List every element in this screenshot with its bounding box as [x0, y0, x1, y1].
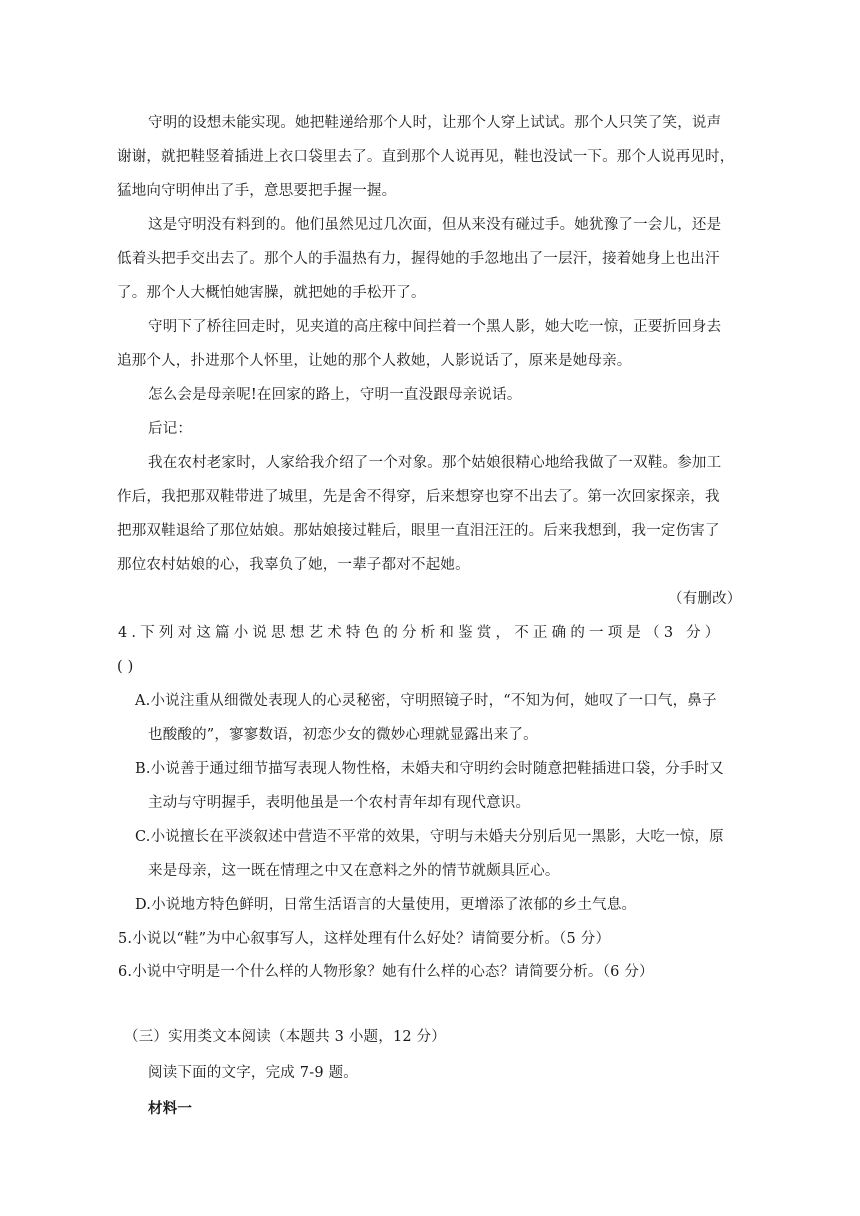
question-4-option-a-line-1: A.小说注重从细微处表现人的心灵秘密，守明照镜子时，“不知为何，她叹了一口气，鼻子	[135, 693, 717, 709]
story-paragraph-1-line-1: 守明的设想未能实现。她把鞋递给那个人时，让那个人穿上试试。那个人只笑了笑，说声	[148, 115, 722, 131]
question-5: 5.小说以“鞋”为中心叙事写人，这样处理有什么好处？请简要分析。（5 分）	[118, 931, 611, 947]
question-4-answer-bracket: ( )	[117, 659, 134, 675]
question-6: 6.小说中守明是一个什么样的人物形象？她有什么样的心态？请简要分析。（6 分）	[118, 964, 654, 980]
story-paragraph-2-line-3: 了。那个人大概怕她害臊，就把她的手松开了。	[117, 285, 426, 301]
story-paragraph-3-line-1: 守明下了桥往回走时，见夹道的高庄稼中间拦着一个黑人影，她大吃一惊，正要折回身去	[148, 319, 722, 335]
story-paragraph-1-line-2: 谢谢，就把鞋竖着插进上衣口袋里去了。直到那个人说再见，鞋也没试一下。那个人说再见时，	[117, 149, 735, 165]
question-4-option-d: D.小说地方特色鲜明，日常生活语言的大量使用，更增添了浓郁的乡土气息。	[135, 897, 637, 913]
section-3-instruction: 阅读下面的文字，完成 7-9 题。	[148, 1065, 358, 1081]
question-4-option-b-line-1: B.小说善于通过细节描写表现人物性格，未婚夫和守明约会时随意把鞋插进口袋，分手时又	[135, 761, 724, 777]
section-3-heading: （三）实用类文本阅读（本题共 3 小题，12 分）	[124, 1029, 447, 1045]
question-4-option-c-line-2: 来是母亲，这一既在情理之中又在意料之外的情节就颇具匠心。	[148, 863, 560, 879]
question-4-option-c-line-1: C.小说擅长在平淡叙述中营造不平常的效果，守明与未婚夫分别后见一黑影，大吃一惊，原	[135, 829, 724, 845]
story-paragraph-3-line-2: 追那个人，扑进那个人怀里，让她的那个人救她，人影说话了，原来是她母亲。	[117, 353, 632, 369]
question-4-option-a-line-2: 也酸酸的”，寥寥数语，初恋少女的微妙心理就显露出来了。	[148, 727, 538, 743]
afterword-label: 后记：	[148, 421, 193, 437]
story-paragraph-2-line-2: 低着头把手交出去了。那个人的手温热有力，握得她的手忽地出了一层汗，接着她身上也出汗	[117, 251, 720, 267]
question-4-option-b-line-2: 主动与守明握手，表明他虽是一个农村青年却有现代意识。	[148, 795, 531, 811]
material-one-label: 材料一	[148, 1100, 193, 1117]
source-note: （有删改）	[668, 591, 742, 607]
story-paragraph-4: 怎么会是母亲呢!在回家的路上，守明一直没跟母亲说话。	[148, 387, 522, 403]
question-4-stem: 4.下列对这篇小说思想艺术特色的分析和鉴赏，不正确的一项是（3 分）	[118, 625, 724, 641]
afterword-line-4: 那位农村姑娘的心，我辜负了她，一辈子都对不起她。	[117, 557, 470, 573]
afterword-line-3: 把那双鞋退给了那位姑娘。那姑娘接过鞋后，眼里一直泪汪汪的。后来我想到，我一定伤害了	[117, 523, 720, 539]
story-paragraph-1-line-3: 猛地向守明伸出了手，意思要把手握一握。	[117, 183, 397, 199]
afterword-line-2: 作后，我把那双鞋带进了城里，先是舍不得穿，后来想穿也穿不出去了。第一次回家探亲，我	[117, 489, 720, 505]
story-paragraph-2-line-1: 这是守明没有料到的。他们虽然见过几次面，但从来没有碰过手。她犹豫了一会儿，还是	[148, 217, 722, 233]
afterword-line-1: 我在农村老家时，人家给我介绍了一个对象。那个姑娘很精心地给我做了一双鞋。参加工	[148, 455, 722, 471]
